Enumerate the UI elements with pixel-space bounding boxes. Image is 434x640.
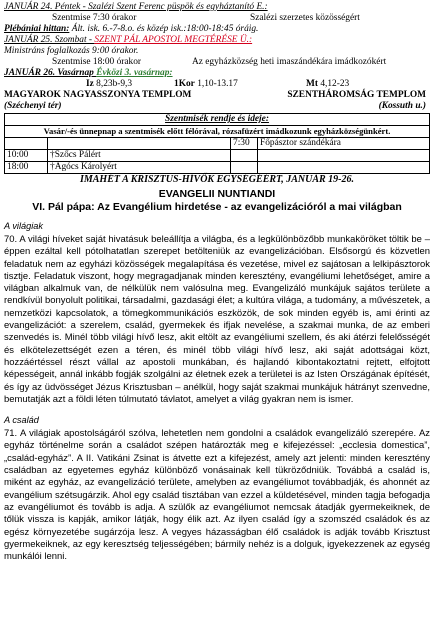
mass-schedule-table: [4, 113, 430, 174]
mass-time-left: [5, 138, 48, 150]
jan26-sunday: Évközi 3. vasárnap:: [96, 68, 173, 78]
mass-time-left: 18:00: [5, 162, 48, 174]
line-jan26: [4, 68, 430, 79]
church-right-place: (Kossuth u.): [378, 101, 426, 111]
section-heading-laity: A világiak: [4, 221, 43, 231]
mass-time-right: [231, 162, 258, 174]
reading-iz-label: Iz: [86, 79, 94, 89]
catechism-text: Ált. isk. 6.-7-8.o. és közép isk.:18:00-18:45 óráig.: [69, 24, 259, 34]
reading-mt: 4,12-23: [317, 79, 350, 89]
jan25-mass-time: Szentmise 18:00 órakor: [52, 57, 142, 67]
table-row: [5, 138, 430, 150]
reading-iz: 8,23b-9,3: [93, 79, 133, 89]
jan25-prefix: JANUÁR 25. Szombat -: [4, 35, 95, 45]
paragraph-71: 71. A világiak apostolságáról szólva, lehetetlen nem gondolni a családok evangelizáló szerepére. Az egyház történelme során a családot szépen határozták meg e kifejezéssel: „ecclesia domestica”, „család-egyház”. A II. Vatikáni Zsinat is átvette ezt a kifejezést, amely azt jelenti: minden keresztény családban az egyetemes egyház különböző vonásainak kell tükröződniük. Továbbá a család is, miként az egyház, az evangelizáció területe, amelyben az evangéliumot továbbadják, és ahonnét az evangélium szétsugárzik. Ahol egy család tisztában van ezzel a küldetésével, minden tagja befogadja az evangéliumot és tovább is adja. A szülők az evangéliumot nemcsak átadják gyermekeiknek, de tőlük vissza is kapják, amikor látják, hogy élik azt. Az ilyen család így a szomszéd családok és az egész környezetébe sugárzója lesz. A vegyes házasságban élő családok is adják tovább Krisztust gyermekeiknek, az egy keresztség teljességében; bármily nehéz is a dolguk, igyekezzenek az egység munkálói lenni.: [4, 428, 430, 563]
section-heading-family: A család: [4, 415, 39, 426]
ministrant-text: Ministráns foglalkozás 9:00 órakor.: [4, 46, 139, 56]
reading-kor-label: 1Kor: [174, 79, 195, 89]
jan25-feast: SZENT PÁL APOSTOL MEGTÉRÉSE Ü.:: [94, 35, 253, 45]
church-left-name: MAGYAROK NAGYASSZONYA TEMPLOM: [4, 90, 192, 100]
mass-intent-right: [258, 150, 430, 162]
mass-time-right: [231, 150, 258, 162]
table-row: [5, 162, 430, 174]
mass-time-right: 7:30: [231, 138, 258, 150]
mass-intent-left: †Szőcs Pálért: [48, 150, 231, 162]
line-churches: [4, 90, 430, 101]
line-church-places: [4, 101, 430, 112]
prayer-week-banner: IMAHÉT A KRISZTUS-HÍVŐK EGYSÉGÉÉRT, JANUÁR 19-26.: [79, 174, 355, 185]
mass-table-note: Vasár/-és ünnepnap a szentmisék előtt félórával, rózsafüzért imádkozunk egyházközségünkért.: [5, 126, 430, 138]
line-jan25: [4, 35, 430, 46]
line-jan24-mass: [4, 13, 430, 24]
reading-kor: 1,10-13.17: [194, 79, 238, 89]
mass-time-left: 10:00: [5, 150, 48, 162]
mass-intent-left: [48, 138, 231, 150]
table-row: [5, 150, 430, 162]
article-title: EVANGELII NUNTIANDI: [158, 188, 276, 200]
reading-mt-label: Mt: [306, 79, 318, 89]
church-right-name: SZENTHÁROMSÁG TEMPLOM: [287, 90, 426, 100]
jan25-mass-intent: Az egyházközség heti imaszándékára imádkozókért: [192, 57, 387, 67]
line-readings: [4, 79, 430, 90]
line-catechism: [4, 24, 430, 35]
line-ministrant: [4, 46, 430, 57]
jan26-prefix: JANUÁR 26. Vasárnap: [4, 68, 97, 78]
mass-table-title: Szentmisék rendje és ideje:: [5, 114, 430, 126]
catechism-label: Plébániai hittan:: [4, 24, 70, 34]
jan24-heading: JANUÁR 24. Péntek - Szalézi Szent Ferenc püspök és egyháztanító E.:: [4, 2, 268, 12]
mass-intent-right: [258, 162, 430, 174]
jan24-mass-time: Szentmise 7:30 órakor: [52, 13, 137, 23]
line-jan25-mass: [4, 57, 430, 68]
mass-intent-left: †Agócs Károlyért: [48, 162, 231, 174]
paragraph-70: 70. A világi híveket saját hivatásuk beleállítja a világba, és a legkülönbözőbb munkaköröket töltik be – éppen ezáltal kell pótolhatatlan szerepet betölteniük az evangelizációban. Elsősorgú és közvetlen feladatuk nem az egyházi közösségek megalapítása és vezetése, mivel ez sajátosan a lelkipásztorok tisztje. Feladatuk viszont, hogy megragadjanak minden keresztény, evangéliumi lehetőséget, amire a világban alkalmuk van, de nélkülük nem valósulna meg. Evangelizáló munkájuk sajátos területe a rendkívül bonyolult politikai, társadalmi, gazdasági élet; a kultúra világa, a tudomány, a művészetek, a nemzetközi kapcsolatok, a tömegkommunikációs eszközök, de sok minden egyéb is, ami érinti az evangelizációt: a szerelem, család, gyermekek és ifjak nevelése, a szakmai munka, de az emberi szenvedés is. Minél több világi hívő lesz, akit eltölt az evangéliumi szellem, és aki átérzi felelősségét és elkötelezettségét ezen a téren, és minél több világi hívő lesz, aki saját adottságai közt, hozzáértéssel részt vállal az apostoli munkában, és hajlandó kibontakoztatni rejtett, elfojtott képességeit, annál inkább fogják szolgálni az életnek ezek a területei is az Isten Országának építését, és így az üdvösséget Jézus Krisztusban – anélkül, hogy saját szakmai munkájuk hátrányt szenvedne, bemutatják azt a földi léten túlmutató távlatot, amelyet a világ gyakran nem is ismer.: [4, 234, 430, 405]
article-subtitle: VI. Pál pápa: Az Evangélium hirdetése - az evangelizációról a mai világban: [32, 201, 402, 213]
jan24-mass-intent: Szalézi szerzetes közösségért: [250, 13, 360, 23]
church-left-place: (Széchenyi tér): [4, 101, 62, 111]
line-jan24: [4, 2, 430, 13]
mass-intent-right: Főpásztor szándékára: [258, 138, 430, 150]
